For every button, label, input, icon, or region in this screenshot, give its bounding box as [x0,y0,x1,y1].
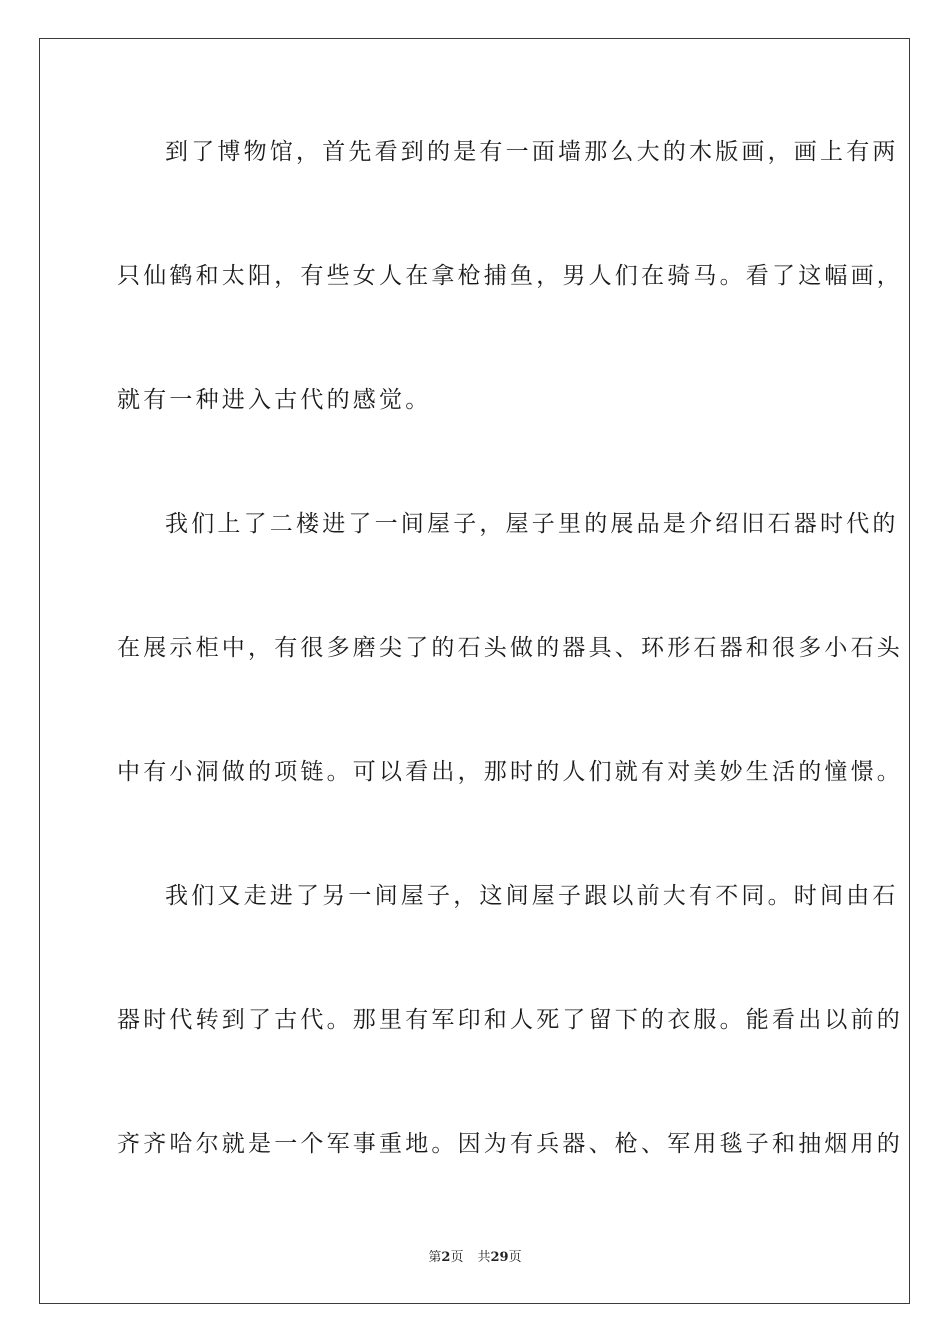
footer-page-prefix: 第 [428,1250,442,1265]
paragraph-1-line-3: 就有一种进入古代的感觉。 [117,387,432,413]
page-border [39,38,910,1304]
paragraph-2-line-2: 在展示柜中，有很多磨尖了的石头做的器具、环形石器和很多小石头 [117,635,903,661]
footer-page-suffix: 页 [450,1250,464,1265]
paragraph-1-line-2: 只仙鹤和太阳，有些女人在拿枪捕鱼，男人们在骑马。看了这幅画， [117,263,903,289]
footer-total-pages: 29 [490,1250,509,1265]
paragraph-2-line-1: 我们上了二楼进了一间屋子，屋子里的展品是介绍旧石器时代的 [165,511,899,537]
footer-total-prefix: 共 [477,1250,491,1265]
paragraph-2-line-3: 中有小洞做的项链。可以看出，那时的人们就有对美妙生活的憧憬。 [117,759,903,785]
paragraph-3-line-1: 我们又走进了另一间屋子，这间屋子跟以前大有不同。时间由石 [165,883,899,909]
footer-page-number: 2 [441,1250,451,1265]
paragraph-1-line-1: 到了博物馆，首先看到的是有一面墙那么大的木版画，画上有两 [165,139,899,165]
paragraph-3-line-2: 器时代转到了古代。那里有军印和人死了留下的衣服。能看出以前的 [117,1007,903,1033]
footer-total-suffix: 页 [508,1250,522,1265]
paragraph-3-line-3: 齐齐哈尔就是一个军事重地。因为有兵器、枪、军用毯子和抽烟用的 [117,1131,903,1157]
page-footer [0,1246,950,1265]
